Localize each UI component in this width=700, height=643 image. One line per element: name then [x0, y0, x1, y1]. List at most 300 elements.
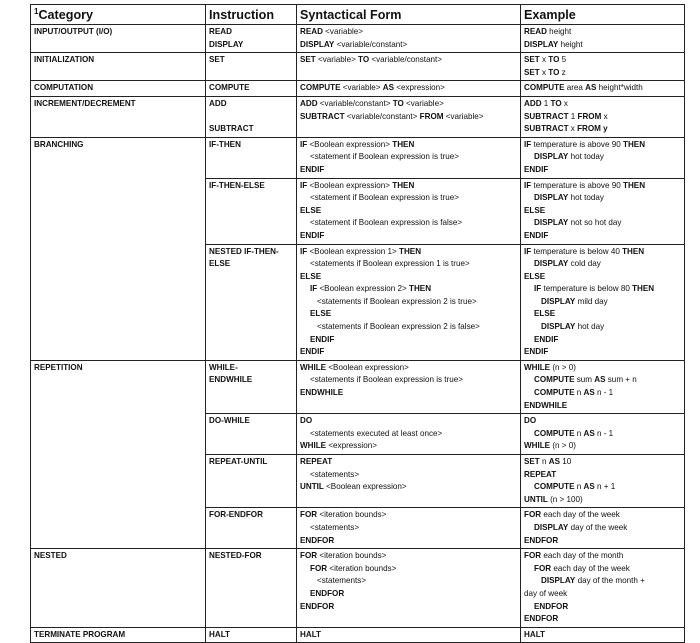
- keyword: WHILE: [300, 362, 327, 372]
- example-line: [524, 271, 681, 284]
- keyword: ADD: [524, 98, 542, 108]
- instruction-label: READ: [209, 27, 232, 36]
- text: n: [539, 457, 549, 466]
- syntax-line: [300, 230, 517, 243]
- pseudocode-reference-table-container: [30, 4, 684, 643]
- category-label: REPETITION: [34, 362, 83, 372]
- keyword: IF: [300, 180, 308, 190]
- text: <statements>: [317, 576, 367, 586]
- syntax-cell: [297, 414, 521, 455]
- keyword: DO: [300, 416, 313, 426]
- syntax-line: [300, 82, 517, 95]
- table-row: [31, 53, 685, 81]
- example-cell: [521, 96, 685, 137]
- keyword: IF: [524, 246, 532, 256]
- example-line: [524, 469, 681, 482]
- keyword: ENDIF: [300, 230, 325, 240]
- instruction-label: NESTED-FOR: [209, 551, 262, 561]
- keyword: ELSE: [300, 271, 322, 281]
- keyword: ENDFOR: [300, 535, 335, 545]
- instruction-label: FOR-ENDFOR: [209, 510, 263, 520]
- syntax-cell: [297, 25, 521, 53]
- keyword: THEN: [623, 180, 646, 190]
- text: <iteration bounds>: [317, 510, 387, 520]
- keyword: DISPLAY: [534, 193, 569, 203]
- text: day of the month +: [575, 576, 645, 586]
- example-line: [524, 283, 681, 296]
- keyword: TO: [392, 98, 404, 108]
- instruction-cell: [206, 244, 297, 360]
- syntax-cell: [297, 178, 521, 244]
- text: <variable/constant>: [344, 111, 420, 121]
- example-line: [524, 39, 681, 52]
- instruction-label: REPEAT-UNTIL: [209, 457, 268, 466]
- example-line: [524, 54, 681, 67]
- text: <statement if Boolean expression is false>: [310, 218, 463, 228]
- instruction-label: ADD: [209, 98, 227, 108]
- text: each day of the month: [541, 551, 624, 561]
- syntax-line: [300, 374, 517, 387]
- example-line: [524, 246, 681, 259]
- text: temperature is above 90: [531, 139, 623, 149]
- syntax-line: [300, 151, 517, 164]
- instruction-cell: [206, 414, 297, 455]
- text: <statement if Boolean expression is true>: [310, 152, 459, 162]
- keyword: DISPLAY: [534, 259, 569, 269]
- keyword: ELSE: [310, 309, 332, 319]
- category-cell: [31, 414, 206, 455]
- example-cell: [521, 25, 685, 53]
- text: z: [559, 67, 566, 77]
- syntax-line: [300, 346, 517, 359]
- instruction-label: IF-THEN: [209, 139, 241, 149]
- text: each day of the week: [541, 510, 620, 520]
- text: 1: [568, 111, 578, 121]
- syntax-line: [300, 139, 517, 152]
- header-category: [31, 5, 206, 25]
- example-line: [524, 321, 681, 334]
- syntax-cell: [297, 137, 521, 178]
- text: <Boolean expression>: [326, 362, 409, 372]
- keyword: FROM: [419, 111, 444, 121]
- keyword: TO: [548, 67, 560, 77]
- example-line: [524, 308, 681, 321]
- keyword: DISPLAY: [524, 39, 559, 49]
- category-label: TERMINATE PROGRAM: [34, 629, 126, 639]
- text: <statements executed at least once>: [310, 428, 443, 438]
- syntax-line: [300, 362, 517, 375]
- example-line: [524, 205, 681, 218]
- instruction-cell: [206, 137, 297, 178]
- example-line: [524, 111, 681, 124]
- keyword: HALT: [524, 629, 545, 639]
- text: day of the week: [568, 522, 628, 532]
- text: x: [568, 124, 578, 134]
- example-line: [524, 98, 681, 111]
- syntax-line: [300, 111, 517, 124]
- header-category-label: Category: [38, 8, 94, 22]
- table-body: [31, 25, 685, 643]
- syntax-line: [300, 26, 517, 39]
- text: <statements>: [310, 469, 360, 479]
- example-cell: [521, 627, 685, 643]
- example-line: [524, 164, 681, 177]
- text: n - 1: [594, 388, 614, 398]
- category-cell: [31, 360, 206, 413]
- syntax-line: [300, 550, 517, 563]
- footnote-mark: 1: [34, 6, 39, 16]
- category-label: COMPUTATION: [34, 83, 94, 93]
- keyword: ENDWHILE: [300, 388, 344, 398]
- keyword: SET: [524, 55, 540, 65]
- text: x: [539, 67, 549, 77]
- syntax-cell: [297, 360, 521, 413]
- category-label: INPUT/OUTPUT (I/O): [34, 27, 113, 36]
- keyword: UNTIL: [300, 482, 324, 492]
- syntax-line: [300, 601, 517, 614]
- syntax-line: [300, 629, 517, 642]
- syntax-cell: [297, 53, 521, 81]
- keyword: ENDFOR: [534, 601, 569, 611]
- keyword: DISPLAY: [541, 296, 576, 306]
- keyword: THEN: [392, 139, 415, 149]
- keyword: SET: [524, 67, 540, 77]
- text: 1: [541, 98, 551, 108]
- text: <variable/constant>: [369, 55, 443, 65]
- instruction-label: HALT: [209, 629, 230, 639]
- example-cell: [521, 81, 685, 97]
- syntax-line: [300, 54, 517, 67]
- syntax-cell: [297, 81, 521, 97]
- keyword: ENDFOR: [524, 535, 559, 545]
- keyword: FOR: [300, 551, 318, 561]
- syntax-line: [300, 217, 517, 230]
- instruction-cell: [206, 53, 297, 81]
- category-label: BRANCHING: [34, 139, 84, 149]
- category-label: INITIALIZATION: [34, 55, 95, 65]
- text: n + 1: [594, 482, 616, 492]
- keyword: AS: [594, 375, 606, 385]
- keyword: AS: [583, 428, 595, 438]
- syntax-line: [300, 428, 517, 441]
- text: (n > 100): [547, 494, 583, 504]
- example-line: [524, 601, 681, 614]
- example-line: [524, 629, 681, 642]
- header-example: Example: [521, 5, 685, 25]
- syntax-line: [300, 415, 517, 428]
- keyword: AS: [583, 482, 595, 492]
- table-row: [31, 81, 685, 97]
- text: x: [561, 98, 568, 108]
- keyword: THEN: [622, 246, 645, 256]
- syntax-line: [300, 180, 517, 193]
- example-line: [524, 575, 681, 588]
- text: x: [601, 111, 608, 121]
- keyword: THEN: [409, 284, 432, 294]
- example-line: [524, 192, 681, 205]
- keyword: DISPLAY: [534, 152, 569, 162]
- keyword: COMPUTE: [534, 482, 575, 492]
- keyword: COMPUTE: [534, 428, 575, 438]
- syntax-line: [300, 39, 517, 52]
- example-line: [524, 522, 681, 535]
- example-cell: [521, 137, 685, 178]
- text: height: [546, 27, 572, 36]
- syntax-line: [300, 283, 517, 296]
- syntax-line: [300, 246, 517, 259]
- keyword: ENDFOR: [300, 601, 335, 611]
- keyword: DISPLAY: [300, 39, 335, 49]
- instruction-label: ENDWHILE: [209, 375, 253, 385]
- example-line: [524, 151, 681, 164]
- keyword: IF: [524, 180, 532, 190]
- instruction-cell: [206, 96, 297, 137]
- keyword: READ: [300, 27, 323, 36]
- syntax-line: [300, 321, 517, 334]
- keyword: COMPUTE: [300, 83, 341, 93]
- instruction-label: NESTED IF-THEN-: [209, 246, 279, 256]
- keyword: THEN: [399, 246, 422, 256]
- table-row: [31, 96, 685, 137]
- instruction-label: WHILE-: [209, 362, 238, 372]
- text: <statements if Boolean expression 1 is true>: [310, 259, 470, 269]
- text: <Boolean expression 1>: [307, 246, 399, 256]
- keyword: ELSE: [300, 205, 322, 215]
- keyword: REPEAT: [524, 469, 557, 479]
- keyword: WHILE: [300, 441, 327, 451]
- syntax-cell: [297, 549, 521, 628]
- keyword: SET: [300, 55, 316, 65]
- keyword: IF: [534, 284, 542, 294]
- text: (n > 0): [550, 362, 576, 372]
- instruction-cell: [206, 627, 297, 643]
- instruction-cell: [206, 360, 297, 413]
- example-line: [524, 563, 681, 576]
- keyword: TO: [550, 98, 562, 108]
- text: <expression>: [394, 83, 445, 93]
- syntax-line: [300, 456, 517, 469]
- text: <iteration bounds>: [327, 563, 397, 573]
- keyword: AS: [382, 83, 395, 93]
- example-line: [524, 428, 681, 441]
- keyword: THEN: [632, 284, 655, 294]
- keyword: COMPUTE: [524, 83, 565, 93]
- keyword: UNTIL: [524, 494, 548, 504]
- keyword: ENDFOR: [524, 614, 559, 624]
- table-row: [31, 137, 685, 178]
- keyword: SUBTRACT: [524, 124, 569, 134]
- syntax-line: [300, 271, 517, 284]
- text: hot today: [568, 152, 604, 162]
- syntax-line: [300, 98, 517, 111]
- keyword: ENDIF: [300, 347, 325, 357]
- text: sum: [574, 375, 595, 385]
- keyword: DO: [524, 416, 537, 426]
- keyword: ENDIF: [524, 347, 549, 357]
- category-label: INCREMENT/DECREMENT: [34, 98, 136, 108]
- category-cell: [31, 137, 206, 178]
- keyword: ENDIF: [524, 164, 549, 174]
- text: <variable>: [340, 83, 383, 93]
- keyword: ENDIF: [524, 230, 549, 240]
- keyword: FOR: [310, 563, 328, 573]
- keyword: HALT: [300, 629, 321, 639]
- syntax-cell: [297, 508, 521, 549]
- keyword: ADD: [300, 98, 318, 108]
- syntax-line: [300, 469, 517, 482]
- example-line: [524, 362, 681, 375]
- example-line: [524, 230, 681, 243]
- syntax-line: [300, 192, 517, 205]
- keyword: THEN: [392, 180, 415, 190]
- example-cell: [521, 360, 685, 413]
- syntax-cell: [297, 627, 521, 643]
- example-line: [524, 67, 681, 80]
- example-line: [524, 535, 681, 548]
- category-cell: [31, 244, 206, 360]
- keyword: ENDIF: [300, 164, 325, 174]
- syntax-line: [300, 258, 517, 271]
- keyword: WHILE: [524, 362, 551, 372]
- text: <variable/constant>: [317, 98, 393, 108]
- example-cell: [521, 414, 685, 455]
- keyword: AS: [548, 457, 560, 466]
- text: <statement if Boolean expression is true>: [310, 193, 459, 203]
- instruction-cell: [206, 25, 297, 53]
- example-line: [524, 123, 681, 136]
- text: cold day: [568, 259, 601, 269]
- keyword: ENDIF: [534, 334, 559, 344]
- text: <Boolean expression 2>: [317, 284, 409, 294]
- syntax-line: [300, 535, 517, 548]
- keyword: ELSE: [534, 309, 556, 319]
- category-cell: [31, 25, 206, 53]
- text: height*width: [596, 83, 643, 93]
- example-cell: [521, 244, 685, 360]
- category-label: NESTED: [34, 551, 67, 561]
- example-line: [524, 374, 681, 387]
- example-line: [524, 509, 681, 522]
- category-cell: [31, 508, 206, 549]
- keyword: REPEAT: [300, 457, 333, 466]
- category-cell: [31, 81, 206, 97]
- syntax-line: [300, 164, 517, 177]
- instruction-label: COMPUTE: [209, 83, 250, 93]
- keyword: ELSE: [524, 271, 546, 281]
- text: <Boolean expression>: [307, 139, 393, 149]
- table-row: [31, 414, 685, 455]
- table-row: [31, 627, 685, 643]
- keyword: FOR: [534, 563, 552, 573]
- keyword: IF: [300, 139, 308, 149]
- text: (n > 0): [550, 441, 576, 451]
- syntax-cell: [297, 96, 521, 137]
- example-line: [524, 217, 681, 230]
- keyword: WHILE: [524, 441, 551, 451]
- example-line: [524, 456, 681, 469]
- category-cell: [31, 549, 206, 628]
- table-row: [31, 508, 685, 549]
- instruction-cell: [206, 178, 297, 244]
- example-cell: [521, 549, 685, 628]
- keyword: READ: [524, 27, 547, 36]
- keyword: FOR: [524, 551, 542, 561]
- category-cell: [31, 627, 206, 643]
- syntax-line: [300, 509, 517, 522]
- text: each day of the week: [551, 563, 630, 573]
- keyword: IF: [300, 246, 308, 256]
- table-row: [31, 178, 685, 244]
- example-line: [524, 588, 681, 601]
- example-line: [524, 346, 681, 359]
- text: <statements if Boolean expression is true>: [310, 375, 463, 385]
- instruction-label: SET: [209, 55, 225, 65]
- example-line: [524, 82, 681, 95]
- syntax-line: [300, 387, 517, 400]
- keyword: ELSE: [524, 205, 546, 215]
- text: n: [574, 428, 584, 438]
- text: x: [539, 55, 549, 65]
- text: temperature is above 90: [531, 180, 623, 190]
- syntax-line: [300, 205, 517, 218]
- syntax-cell: [297, 455, 521, 508]
- keyword: FOR: [524, 510, 542, 520]
- syntax-cell: [297, 244, 521, 360]
- example-line: [524, 139, 681, 152]
- keyword: SUBTRACT: [300, 111, 345, 121]
- table-row: [31, 360, 685, 413]
- text: not so hot day: [568, 218, 622, 228]
- text: area: [564, 83, 586, 93]
- text: <statements>: [310, 522, 360, 532]
- instruction-label: DISPLAY: [209, 39, 244, 49]
- keyword: DISPLAY: [541, 576, 576, 586]
- syntax-line: [300, 296, 517, 309]
- example-line: [524, 334, 681, 347]
- instruction-cell: [206, 508, 297, 549]
- keyword: TO: [358, 55, 370, 65]
- syntax-line: [300, 588, 517, 601]
- example-cell: [521, 455, 685, 508]
- text: <Boolean expression>: [323, 482, 407, 492]
- text: 5: [559, 55, 567, 65]
- instruction-label: IF-THEN-ELSE: [209, 180, 265, 190]
- instruction-label: DO-WHILE: [209, 416, 250, 426]
- text: <variable>: [443, 111, 484, 121]
- syntax-line: [300, 522, 517, 535]
- keyword: DISPLAY: [534, 522, 569, 532]
- text: <variable>: [403, 98, 444, 108]
- keyword: ENDIF: [310, 334, 335, 344]
- text: <Boolean expression>: [307, 180, 393, 190]
- keyword: SUBTRACT: [524, 111, 569, 121]
- example-line: [524, 494, 681, 507]
- keyword: AS: [585, 83, 597, 93]
- example-line: [524, 613, 681, 626]
- example-line: [524, 258, 681, 271]
- instruction-cell: [206, 549, 297, 628]
- keyword: IF: [524, 139, 532, 149]
- syntax-line: [300, 440, 517, 453]
- table-row: [31, 25, 685, 53]
- text: <expression>: [326, 441, 377, 451]
- example-line: [524, 400, 681, 413]
- text: hot day: [575, 322, 605, 332]
- keyword: TO: [548, 55, 560, 65]
- text: temperature is below 80: [541, 284, 633, 294]
- keyword: DISPLAY: [534, 218, 569, 228]
- keyword: AS: [583, 388, 595, 398]
